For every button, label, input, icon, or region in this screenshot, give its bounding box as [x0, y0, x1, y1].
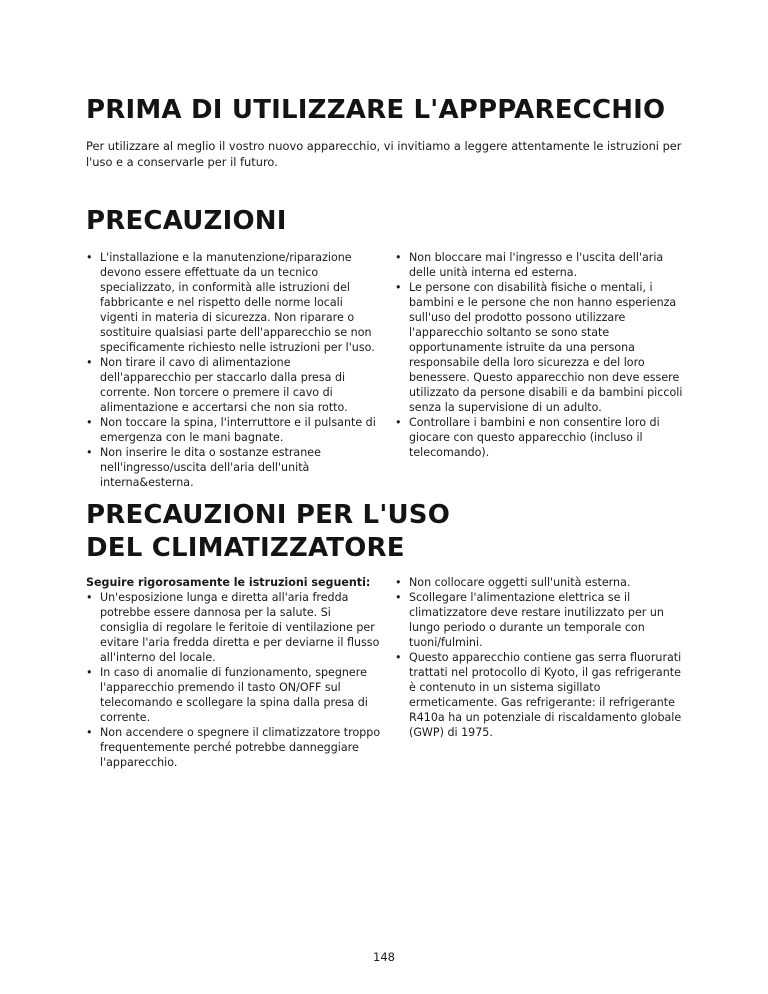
list-item: • In caso di anomalie di funzionamento, spegnere l'apparecchio premendo il tasto ON/OFF sul telecomando e scollegare la spina dalla presa di corrente. — [86, 665, 382, 725]
list-item: • Non toccare la spina, l'interruttore e il pulsante di emergenza con le mani bagnate. — [86, 415, 382, 445]
list-item: • Controllare i bambini e non consentire loro di giocare con questo apparecchio (incluso il telecomando). — [395, 415, 691, 460]
list-item: • Scollegare l'alimentazione elettrica se il climatizzatore deve restare inutilizzato per un lungo periodo o durante un temporale con tuoni/fulmini. — [395, 590, 691, 650]
heading-precautions: PRECAUZIONI — [86, 206, 287, 236]
list-item: • Non bloccare mai l'ingresso e l'uscita dell'aria delle unità interna ed esterna. — [395, 250, 691, 280]
intro-paragraph: Per utilizzare al meglio il vostro nuovo apparecchio, vi invitiamo a leggere attentamente le istruzioni per l'uso e a conservarle per il futuro. — [86, 139, 682, 169]
usage-left-column — [86, 575, 382, 770]
list-item: • Questo apparecchio contiene gas serra fluorurati trattati nel protocollo di Kyoto, il gas refrigerante è contenuto in un sistema sigillato ermeticamente. Gas refrigerante: il refrigerante R410a ha un potenziale di riscaldamento globale (GWP) di 1975. — [395, 650, 691, 740]
precautions-right-column — [395, 250, 691, 460]
list-item: • L'installazione e la manutenzione/riparazione devono essere effettuate da un tecnico specializzato, in conformità alle istruzioni del fabbricante e nel rispetto delle norme locali vigenti in materia di sicurezza. Non riparare o sostituire qualsiasi parte dell'apparecchio se non specificamente richiesto nelle istruzioni per l'uso. — [86, 250, 382, 355]
heading-line-2: DEL CLIMATIZZATORE — [86, 533, 405, 563]
list-item: • Non inserire le dita o sostanze estranee nell'ingresso/uscita dell'aria dell'unità interna&esterna. — [86, 445, 382, 490]
page-number: 148 — [373, 950, 395, 964]
list-item: • Non accendere o spegnere il climatizzatore troppo frequentemente perché potrebbe danneggiare l'apparecchio. — [86, 725, 382, 770]
instructions-lead: Seguire rigorosamente le istruzioni seguenti: — [86, 576, 371, 589]
usage-right-column — [395, 575, 691, 740]
heading-before-use: PRIMA DI UTILIZZARE L'APPPARECCHIO — [86, 95, 666, 125]
heading-usage-precautions — [86, 499, 450, 565]
list-item: • Un'esposizione lunga e diretta all'aria fredda potrebbe essere dannosa per la salute. Si consiglia di regolare le feritoie di ventilazione per evitare l'aria fredda diretta e per deviarne il flusso all'interno del locale. — [86, 590, 382, 665]
list-item: • Non collocare oggetti sull'unità esterna. — [395, 575, 691, 590]
precautions-left-column — [86, 250, 382, 490]
list-item: • Le persone con disabilità fisiche o mentali, i bambini e le persone che non hanno esperienza sull'uso del prodotto possono utilizzare l'apparecchio soltanto se sono state opportunamente istruite da una persona responsabile della loro sicurezza e del loro benessere. Questo apparecchio non deve essere utilizzato da persone disabili e da bambini piccoli senza la supervisione di un adulto. — [395, 280, 691, 415]
heading-line-1: PRECAUZIONI PER L'USO — [86, 500, 451, 530]
list-item: • Non tirare il cavo di alimentazione dell'apparecchio per staccarlo dalla presa di corrente. Non torcere o premere il cavo di alimentazione e accertarsi che non sia rotto. — [86, 355, 382, 415]
